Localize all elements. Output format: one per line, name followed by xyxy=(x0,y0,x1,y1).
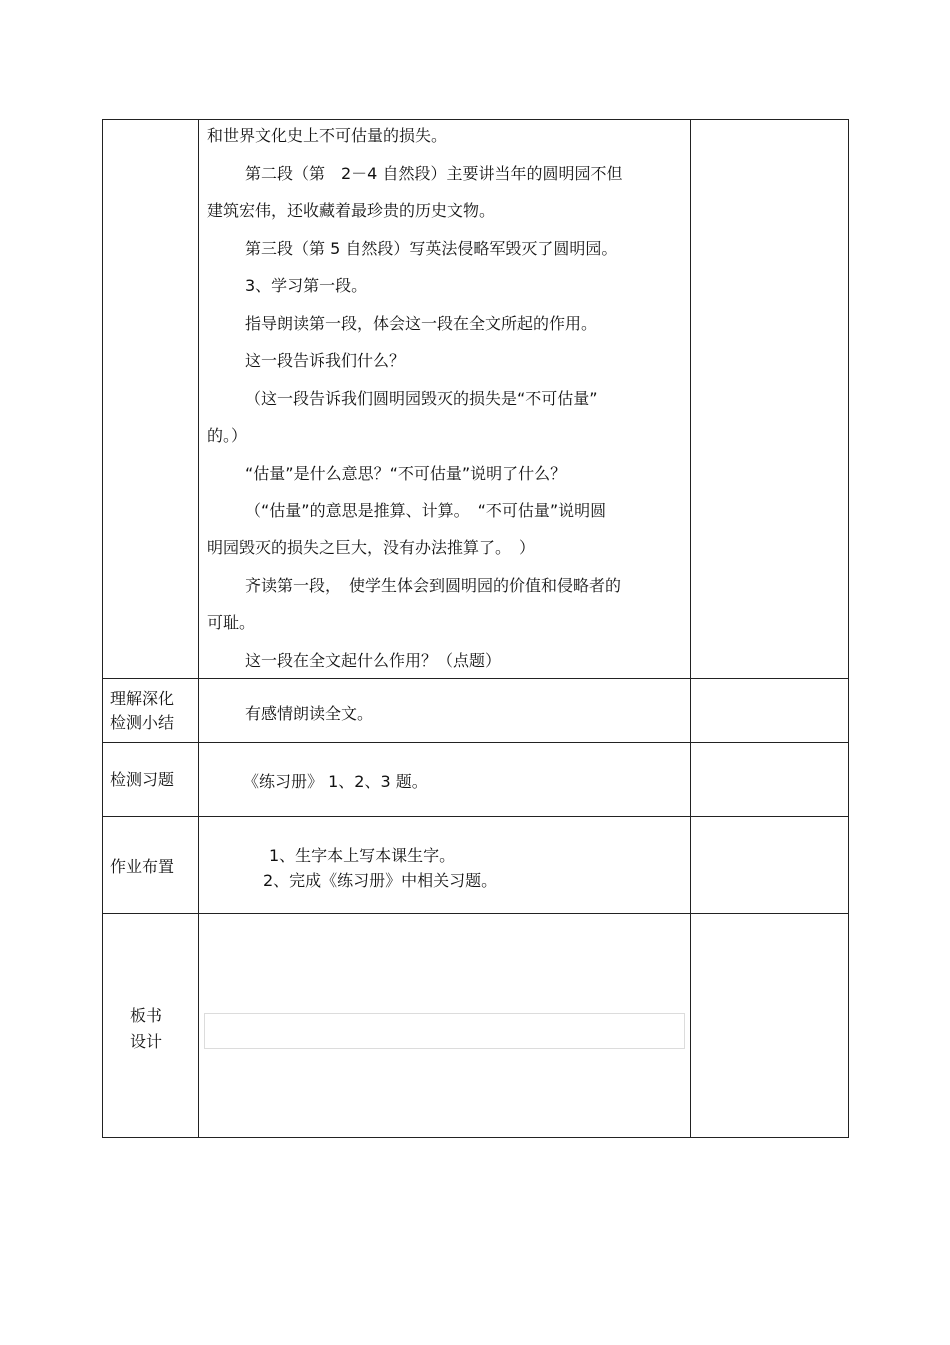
row-divider-2 xyxy=(102,742,849,743)
content-line: 第二段（第 2－4 自然段）主要讲当年的圆明园不但 xyxy=(245,164,623,183)
content-line: 明园毁灭的损失之巨大，没有办法推算了。 ） xyxy=(207,538,536,557)
content-line: 的。） xyxy=(207,426,248,445)
exercises-label: 检测习题 xyxy=(110,770,175,789)
row-divider-4 xyxy=(102,913,849,914)
row-divider-3 xyxy=(102,816,849,817)
content-line: 建筑宏伟，还收藏着最珍贵的历史文物。 xyxy=(207,201,496,220)
understanding-label-line2: 检测小结 xyxy=(110,713,175,732)
understanding-label-line1: 理解深化 xyxy=(110,689,175,708)
content-line: （“估量”的意思是推算、计算。 “不可估量”说明圆 xyxy=(245,501,607,520)
column-divider-1 xyxy=(198,119,199,1138)
table-border-left xyxy=(102,119,103,1138)
content-line: 这一段在全文起什么作用？（点题） xyxy=(245,651,502,670)
column-divider-2 xyxy=(690,119,691,1138)
content-line: （这一段告诉我们圆明园毁灭的损失是“不可估量” xyxy=(245,389,598,408)
row-divider-1 xyxy=(102,678,849,679)
board-label-line2: 设计 xyxy=(130,1032,163,1051)
content-line: 齐读第一段， 使学生体会到圆明园的价值和侵略者的 xyxy=(245,576,622,595)
homework-item-1: 1、生字本上写本课生字。 xyxy=(269,846,456,865)
board-design-box xyxy=(204,1013,685,1049)
content-line: 和世界文化史上不可估量的损失。 xyxy=(207,126,448,145)
exercises-content: 《练习册》 1、2、3 题。 xyxy=(243,772,428,791)
table-border-right xyxy=(848,119,849,1138)
content-line: 第三段（第 5 自然段）写英法侵略军毁灭了圆明园。 xyxy=(245,239,618,258)
homework-label: 作业布置 xyxy=(110,857,175,876)
content-line: 这一段告诉我们什么？ xyxy=(245,351,406,370)
table-border-bottom xyxy=(102,1137,849,1138)
content-line: 可耻。 xyxy=(207,613,256,632)
content-line: 指导朗读第一段，体会这一段在全文所起的作用。 xyxy=(245,314,598,333)
table-border-top xyxy=(102,119,849,120)
board-label-line1: 板书 xyxy=(130,1006,163,1025)
content-line: “估量”是什么意思？“不可估量”说明了什么？ xyxy=(245,464,567,483)
homework-item-2: 2、完成《练习册》中相关习题。 xyxy=(263,871,498,890)
content-line: 3、学习第一段。 xyxy=(245,276,368,295)
understanding-content: 有感情朗读全文。 xyxy=(245,704,374,723)
